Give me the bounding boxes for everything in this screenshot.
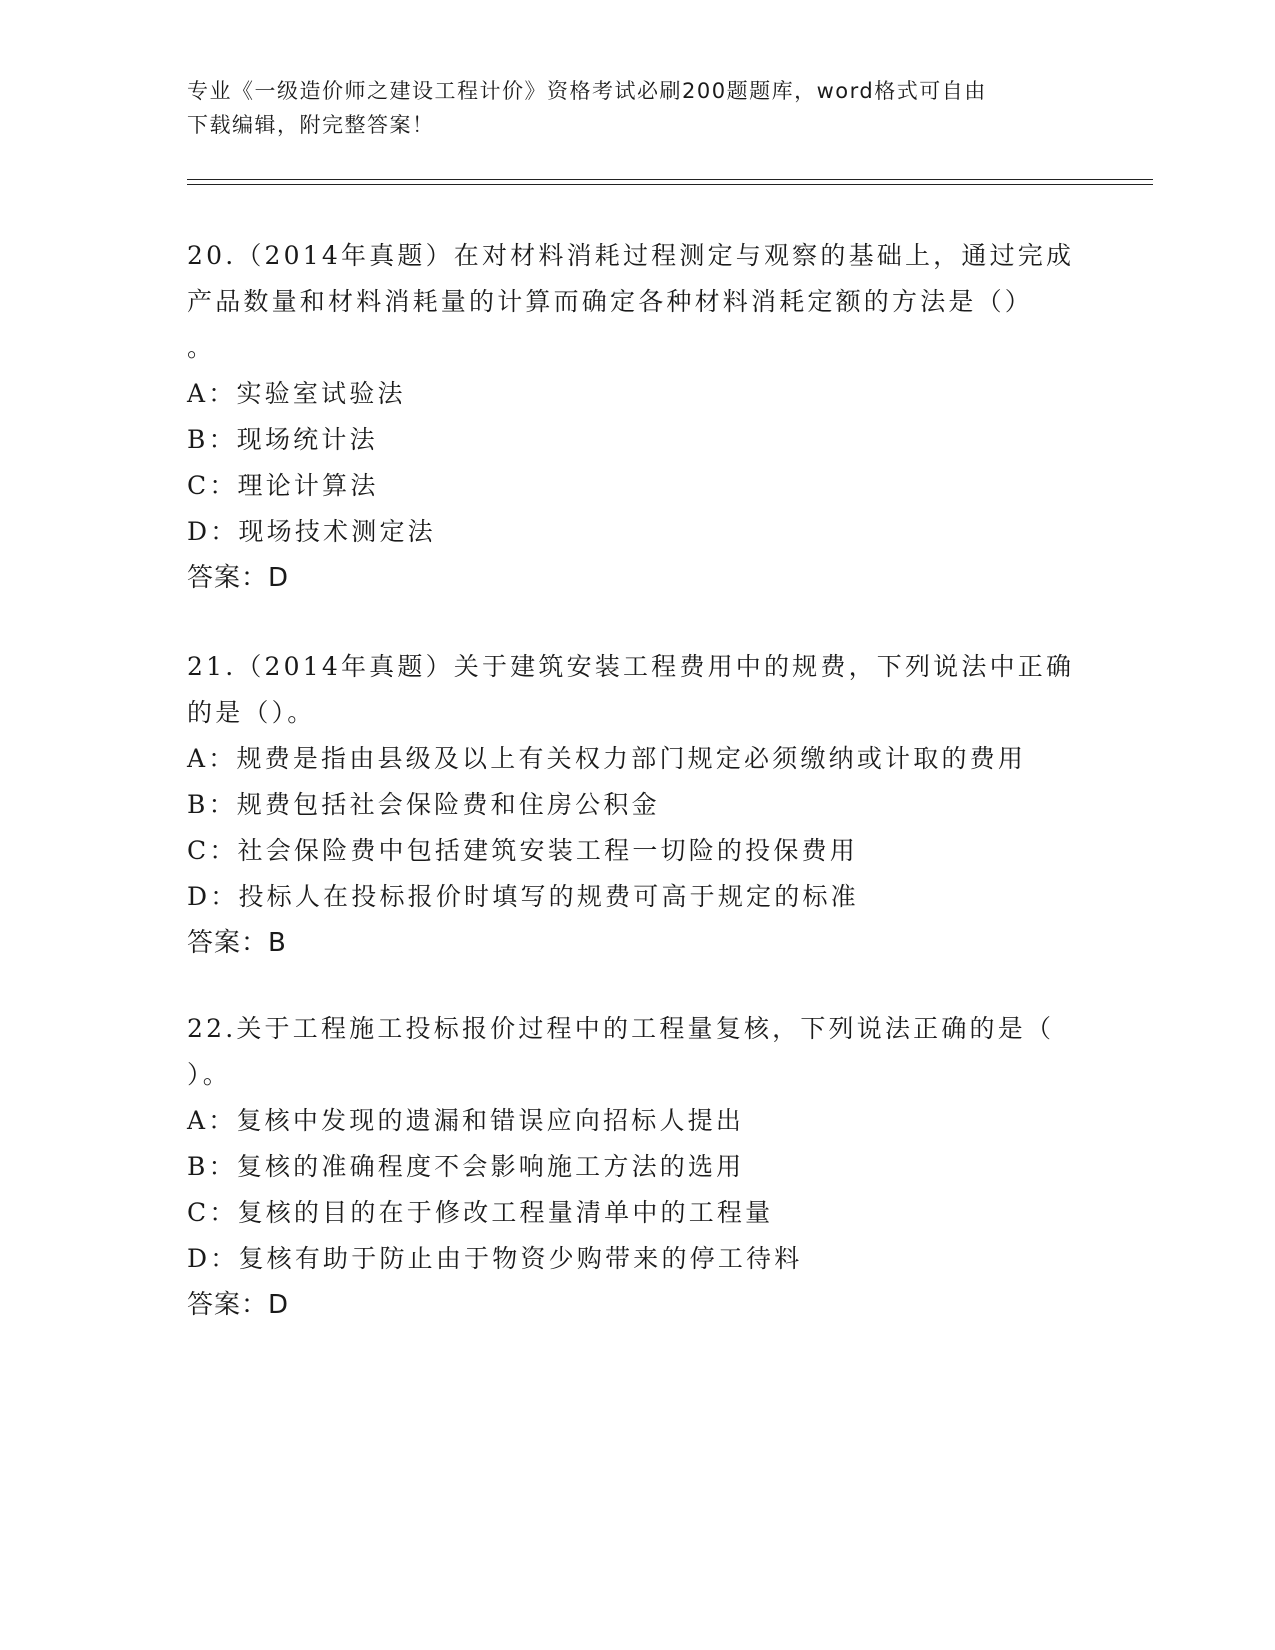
question-22 [187,1006,1087,1328]
option-a: A：实验室试验法 [187,379,406,408]
question-20 [187,233,1087,601]
option-c: C：社会保险费中包括建筑安装工程一切险的投保费用 [187,836,858,865]
option-d: D：现场技术测定法 [187,517,436,546]
answer: 答案：D [187,1290,290,1320]
answer: 答案：D [187,563,290,593]
option-c: C：理论计算法 [187,471,379,500]
option-b: B：规费包括社会保险费和住房公积金 [187,790,660,819]
option-d: D：投标人在投标报价时填写的规费可高于规定的标准 [187,882,859,911]
header-line-1: 专业《一级造价师之建设工程计价》资格考试必刷200题题库，word格式可自由 [187,79,987,103]
question-21 [187,644,1087,966]
question-stem-line: 产品数量和材料消耗量的计算而确定各种材料消耗定额的方法是（） [187,287,1034,316]
header-line-2: 下载编辑，附完整答案！ [187,113,435,137]
option-a: A：复核中发现的遗漏和错误应向招标人提出 [187,1106,745,1135]
header-divider-top [187,179,1153,180]
question-stem-line: 的是（）。 [187,698,316,727]
option-d: D：复核有助于防止由于物资少购带来的停工待料 [187,1244,803,1273]
question-stem-line: ）。 [187,1060,231,1089]
option-b: B：复核的准确程度不会影响施工方法的选用 [187,1152,745,1181]
header-divider-bottom [187,184,1153,185]
answer: 答案：B [187,928,287,958]
option-c: C：复核的目的在于修改工程量清单中的工程量 [187,1198,774,1227]
question-stem-line: 21.（2014年真题）关于建筑安装工程费用中的规费，下列说法中正确 [187,652,1075,681]
question-stem-line: 22.关于工程施工投标报价过程中的工程量复核，下列说法正确的是（ [187,1014,1055,1043]
option-b: B：现场统计法 [187,425,378,454]
question-stem-line: 20.（2014年真题）在对材料消耗过程测定与观察的基础上，通过完成 [187,241,1075,270]
option-a: A：规费是指由县级及以上有关权力部门规定必须缴纳或计取的费用 [187,744,1027,773]
question-stem-line: 。 [187,333,216,362]
document-header [187,74,1087,142]
